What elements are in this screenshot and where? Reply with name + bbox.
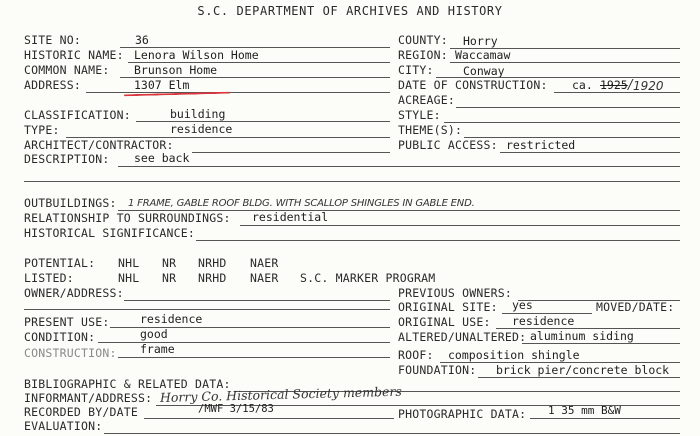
recorded-by-line bbox=[144, 418, 394, 419]
classification-label: CLASSIFICATION: bbox=[24, 108, 131, 122]
relationship-value: residential bbox=[252, 210, 329, 224]
foundation-value: brick pier/concrete block bbox=[496, 363, 670, 377]
construction-line bbox=[118, 357, 390, 358]
outbuildings-value: 1 FRAME, GABLE ROOF BLDG. WITH SCALLOP SHINGLES IN GABLE END. bbox=[128, 198, 475, 209]
original-use-label: ORIGINAL USE: bbox=[398, 315, 491, 329]
date-struck-value: 1925 bbox=[600, 78, 628, 92]
foundation-label: FOUNDATION: bbox=[398, 363, 477, 377]
style-line bbox=[444, 122, 680, 123]
informant-value: Horry Co. Historical Society members bbox=[159, 383, 403, 405]
altered-line bbox=[522, 343, 680, 344]
listed-naer: NAER bbox=[250, 271, 279, 285]
historic-name-label: HISTORIC NAME: bbox=[24, 48, 124, 62]
present-use-label: PRESENT USE: bbox=[24, 315, 110, 329]
region-value: Waccamaw bbox=[455, 48, 511, 62]
historical-significance-label: HISTORICAL SIGNIFICANCE: bbox=[24, 226, 195, 240]
common-name-value: Brunson Home bbox=[134, 63, 218, 77]
description-line bbox=[118, 166, 680, 167]
previous-owners-label: PREVIOUS OWNERS: bbox=[398, 286, 512, 300]
type-value: residence bbox=[170, 122, 233, 136]
site-no-value: 36 bbox=[135, 33, 149, 47]
architect-label: ARCHITECT/CONTRACTOR: bbox=[24, 138, 174, 152]
listed-nr: NR bbox=[162, 271, 177, 285]
address-value: 1307 Elm bbox=[134, 78, 190, 92]
form-header: S.C. DEPARTMENT OF ARCHIVES AND HISTORY bbox=[197, 4, 503, 18]
listed-nhl: NHL bbox=[118, 271, 140, 285]
bibliographic-label: BIBLIOGRAPHIC & RELATED DATA: bbox=[24, 377, 231, 391]
date-line bbox=[554, 92, 680, 93]
description-label: DESCRIPTION: bbox=[24, 152, 110, 166]
owner-address-label: OWNER/ADDRESS: bbox=[24, 286, 124, 300]
type-label: TYPE: bbox=[24, 123, 60, 137]
historic-name-value: Lenora Wilson Home bbox=[134, 48, 259, 62]
potential-nrhd: NRHD bbox=[198, 256, 227, 270]
historical-significance-line bbox=[196, 240, 680, 241]
owner-address-line bbox=[124, 300, 390, 301]
acreage-line bbox=[456, 107, 680, 108]
potential-nhl: NHL bbox=[118, 256, 140, 270]
moved-date-label: MOVED/DATE: bbox=[596, 300, 675, 314]
description-line-2 bbox=[24, 181, 680, 182]
original-site-label: ORIGINAL SITE: bbox=[398, 300, 498, 314]
county-label: COUNTY: bbox=[398, 33, 448, 47]
evaluation-label: EVALUATION: bbox=[24, 419, 103, 433]
date-of-construction-label: DATE OF CONSTRUCTION: bbox=[398, 78, 548, 92]
region-line bbox=[450, 62, 680, 63]
region-label: REGION: bbox=[398, 48, 448, 62]
site-no-label: SITE NO: bbox=[24, 33, 81, 47]
listed-nrhd: NRHD bbox=[198, 271, 227, 285]
photographic-data-value: 1 35 mm B&W bbox=[548, 404, 621, 417]
county-value: Horry bbox=[463, 34, 498, 48]
original-site-value: yes bbox=[512, 298, 533, 312]
public-access-line bbox=[500, 152, 680, 153]
photographic-data-label: PHOTOGRAPHIC DATA: bbox=[398, 407, 527, 421]
address-label: ADDRESS: bbox=[24, 78, 81, 92]
address-line bbox=[86, 92, 390, 93]
date-handwritten-value: 1920 bbox=[633, 79, 664, 93]
construction-value: frame bbox=[140, 342, 175, 356]
outbuildings-label: OUTBUILDINGS: bbox=[24, 196, 117, 210]
style-label: STYLE: bbox=[398, 108, 441, 122]
condition-label: CONDITION: bbox=[24, 330, 96, 344]
public-access-label: PUBLIC ACCESS: bbox=[398, 138, 498, 152]
present-use-value: residence bbox=[140, 312, 203, 326]
listed-label: LISTED: bbox=[24, 271, 74, 285]
roof-value: composition shingle bbox=[448, 348, 580, 362]
altered-label: ALTERED/UNALTERED: bbox=[398, 330, 527, 344]
date-prefix: ca. bbox=[572, 78, 593, 92]
acreage-label: ACREAGE: bbox=[398, 93, 455, 107]
city-label: CITY: bbox=[398, 63, 434, 77]
altered-value: aluminum siding bbox=[530, 329, 634, 343]
relationship-line bbox=[240, 225, 680, 226]
architect-line bbox=[192, 152, 390, 153]
slash-mark: / bbox=[628, 78, 633, 93]
relationship-label: RELATIONSHIP TO SURROUNDINGS: bbox=[24, 211, 231, 225]
owner-address-line-2 bbox=[24, 309, 390, 310]
recorded-by-value: /MWF 3/15/83 bbox=[198, 403, 274, 415]
description-value: see back bbox=[134, 151, 190, 165]
foundation-line bbox=[478, 377, 680, 378]
sc-marker-label: S.C. MARKER PROGRAM bbox=[300, 271, 436, 285]
evaluation-line bbox=[104, 433, 680, 434]
common-name-label: COMMON NAME: bbox=[24, 63, 110, 77]
city-value: Conway bbox=[463, 64, 505, 78]
potential-nr: NR bbox=[162, 256, 177, 270]
roof-label: ROOF: bbox=[398, 348, 434, 362]
photographic-data-line bbox=[530, 418, 680, 419]
themes-label: THEME(S): bbox=[398, 123, 463, 137]
recorded-by-label: RECORDED BY/DATE bbox=[24, 405, 138, 419]
informant-label: INFORMANT/ADDRESS: bbox=[24, 391, 153, 405]
potential-label: POTENTIAL: bbox=[24, 256, 96, 270]
original-use-value: residence bbox=[512, 314, 575, 328]
classification-value: building bbox=[170, 107, 226, 121]
construction-label: CONSTRUCTION: bbox=[24, 346, 117, 360]
public-access-value: restricted bbox=[506, 138, 576, 152]
potential-naer: NAER bbox=[250, 256, 279, 270]
condition-value: good bbox=[140, 327, 168, 341]
